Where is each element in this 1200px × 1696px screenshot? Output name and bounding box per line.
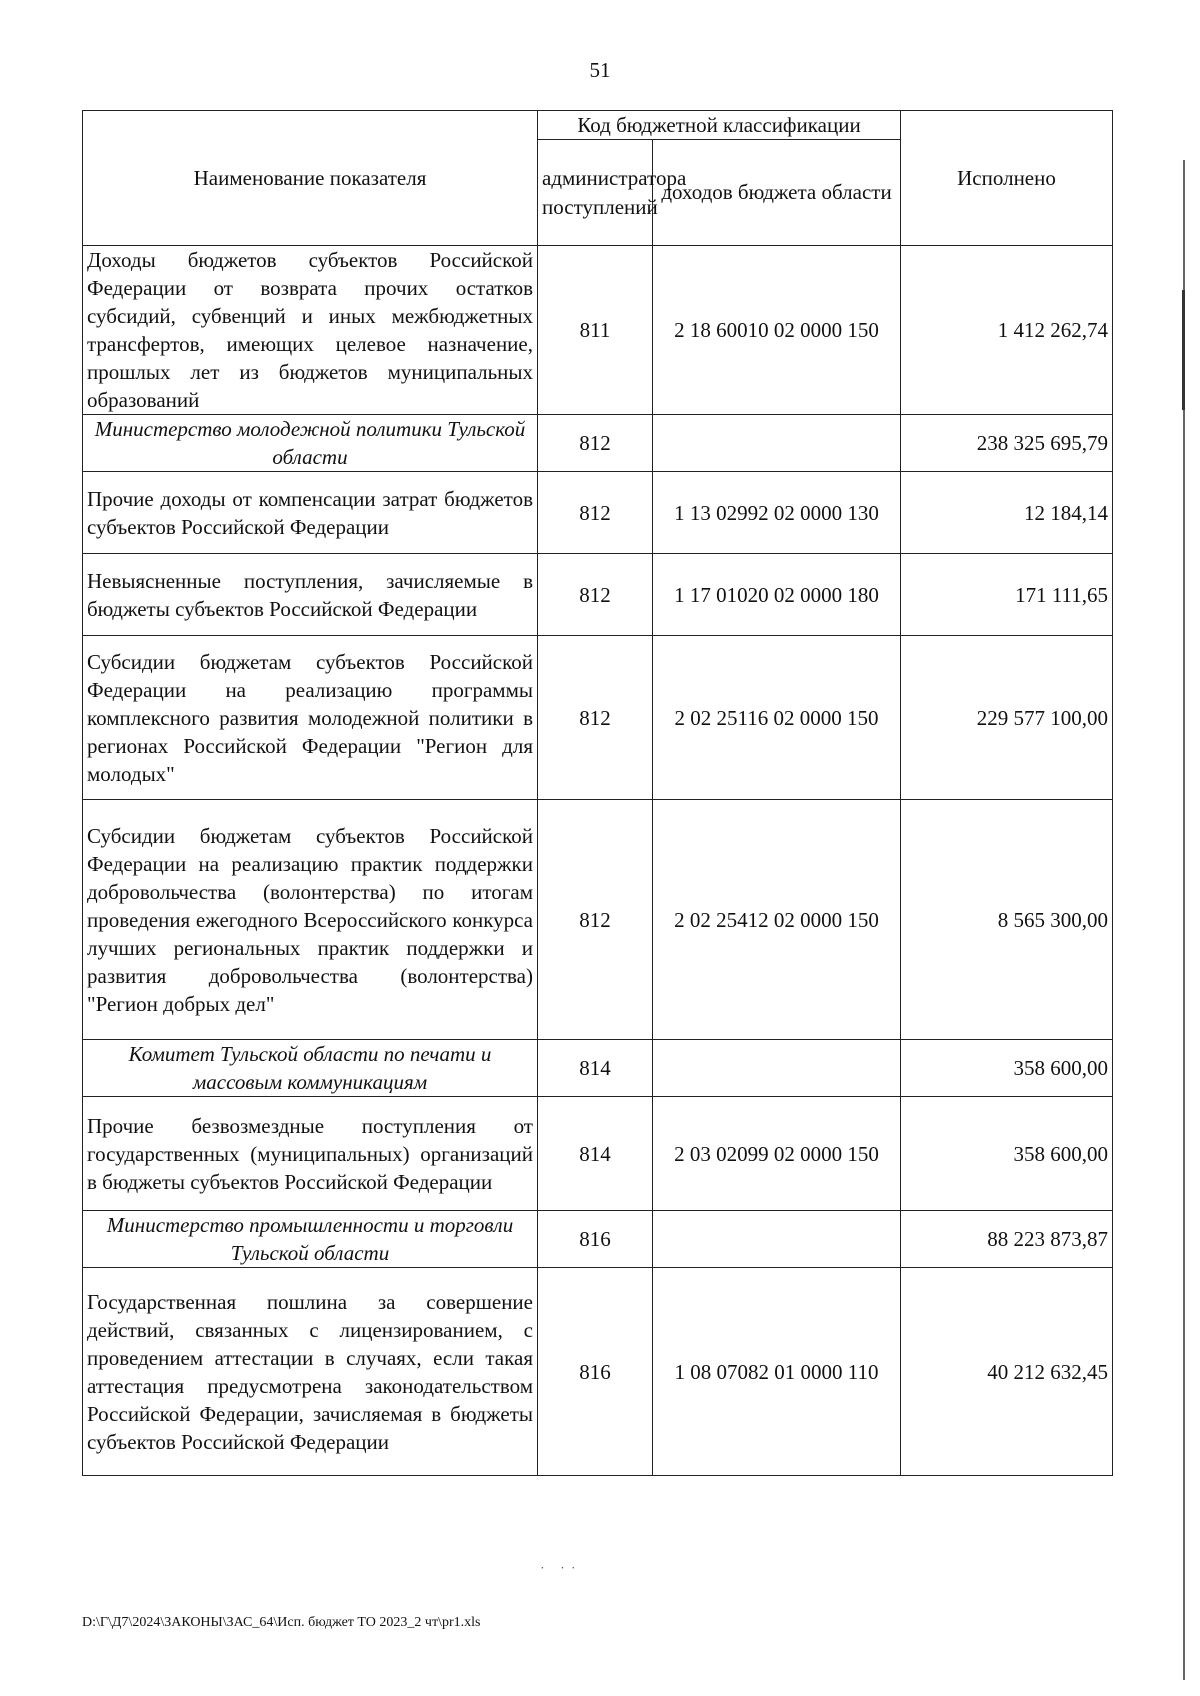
- row-name: Доходы бюджетов субъектов Российской Федерации от возврата прочих остатков субсидий, субвенций и иных межбюджетных трансфертов, имеющих целевое назначение, прошлых лет из бюджетов муниципальных образований: [83, 246, 538, 415]
- row-name: Субсидии бюджетам субъектов Российской Федерации на реализацию практик поддержки добровольчества (волонтерства) по итогам проведения ежегодного Всероссийского конкурса лучших региональных практик поддержки и развития добровольчества (волонтерства) "Регион добрых дел": [83, 800, 538, 1040]
- row-amount: 12 184,14: [901, 472, 1113, 554]
- row-amount: 88 223 873,87: [901, 1211, 1113, 1268]
- header-admin-code: администратора поступлений: [538, 140, 653, 246]
- row-name: Прочие безвозмездные поступления от государственных (муниципальных) организаций в бюджеты субъектов Российской Федерации: [83, 1097, 538, 1211]
- row-admin-code: 816: [538, 1268, 653, 1476]
- row-kbk: 2 03 02099 02 0000 150: [653, 1097, 901, 1211]
- row-admin-code: 812: [538, 472, 653, 554]
- row-admin-code: 816: [538, 1211, 653, 1268]
- table-row-organization: [83, 415, 1113, 472]
- row-admin-code: 812: [538, 554, 653, 636]
- row-amount: 358 600,00: [901, 1097, 1113, 1211]
- table-row-organization: [83, 1211, 1113, 1268]
- row-admin-code: 811: [538, 246, 653, 415]
- table-row: [83, 1097, 1113, 1211]
- report-table-wrapper: [82, 110, 1112, 1476]
- row-amount: 171 111,65: [901, 554, 1113, 636]
- table-row: [83, 636, 1113, 800]
- header-budget-code: Код бюджетной классификации: [538, 111, 901, 140]
- row-kbk: 2 02 25412 02 0000 150: [653, 800, 901, 1040]
- row-amount: 238 325 695,79: [901, 415, 1113, 472]
- revenue-execution-table: [82, 110, 1113, 1476]
- header-indicator-name: Наименование показателя: [83, 111, 538, 246]
- row-admin-code: 814: [538, 1040, 653, 1097]
- scan-edge-mark: [1182, 290, 1185, 410]
- table-row: [83, 800, 1113, 1040]
- table-row: [83, 554, 1113, 636]
- table-row-organization: [83, 1040, 1113, 1097]
- header-executed: Исполнено: [901, 111, 1113, 246]
- row-kbk: 2 18 60010 02 0000 150: [653, 246, 901, 415]
- row-admin-code: 812: [538, 636, 653, 800]
- row-admin-code: 812: [538, 415, 653, 472]
- row-name: Невыясненные поступления, зачисляемые в бюджеты субъектов Российской Федерации: [83, 554, 538, 636]
- table-row: [83, 246, 1113, 415]
- row-name: Прочие доходы от компенсации затрат бюджетов субъектов Российской Федерации: [83, 472, 538, 554]
- row-amount: 358 600,00: [901, 1040, 1113, 1097]
- row-amount: 229 577 100,00: [901, 636, 1113, 800]
- page-number: 51: [589, 58, 611, 82]
- row-kbk: 1 08 07082 01 0000 110: [653, 1268, 901, 1476]
- row-organization-name: Министерство молодежной политики Тульской области: [83, 415, 538, 472]
- row-amount: 8 565 300,00: [901, 800, 1113, 1040]
- header-income-code: доходов бюджета области: [653, 140, 901, 246]
- row-kbk: [653, 1211, 901, 1268]
- row-kbk: 1 17 01020 02 0000 180: [653, 554, 901, 636]
- table-row: [83, 1268, 1113, 1476]
- row-kbk: 2 02 25116 02 0000 150: [653, 636, 901, 800]
- row-amount: 40 212 632,45: [901, 1268, 1113, 1476]
- table-row: [83, 472, 1113, 554]
- row-amount: 1 412 262,74: [901, 246, 1113, 415]
- scan-specks: ˙ ˙˙: [540, 1565, 582, 1580]
- row-name: Субсидии бюджетам субъектов Российской Федерации на реализацию программы комплексного развития молодежной политики в регионах Российской Федерации "Регион для молодых": [83, 636, 538, 800]
- row-admin-code: 812: [538, 800, 653, 1040]
- footer-file-path: D:\Г\Д7\2024\ЗАКОНЫ\ЗАС_64\Исп. бюджет ТО 2023_2 чт\pr1.xls: [82, 1615, 481, 1630]
- row-name: Государственная пошлина за совершение действий, связанных с лицензированием, с проведением аттестации в случаях, если такая аттестация предусмотрена законодательством Российской Федерации, зачисляемая в бюджеты субъектов Российской Федерации: [83, 1268, 538, 1476]
- row-kbk: [653, 415, 901, 472]
- row-organization-name: Комитет Тульской области по печати и массовым коммуникациям: [83, 1040, 538, 1097]
- row-admin-code: 814: [538, 1097, 653, 1211]
- row-organization-name: Министерство промышленности и торговли Тульской области: [83, 1211, 538, 1268]
- row-kbk: [653, 1040, 901, 1097]
- row-kbk: 1 13 02992 02 0000 130: [653, 472, 901, 554]
